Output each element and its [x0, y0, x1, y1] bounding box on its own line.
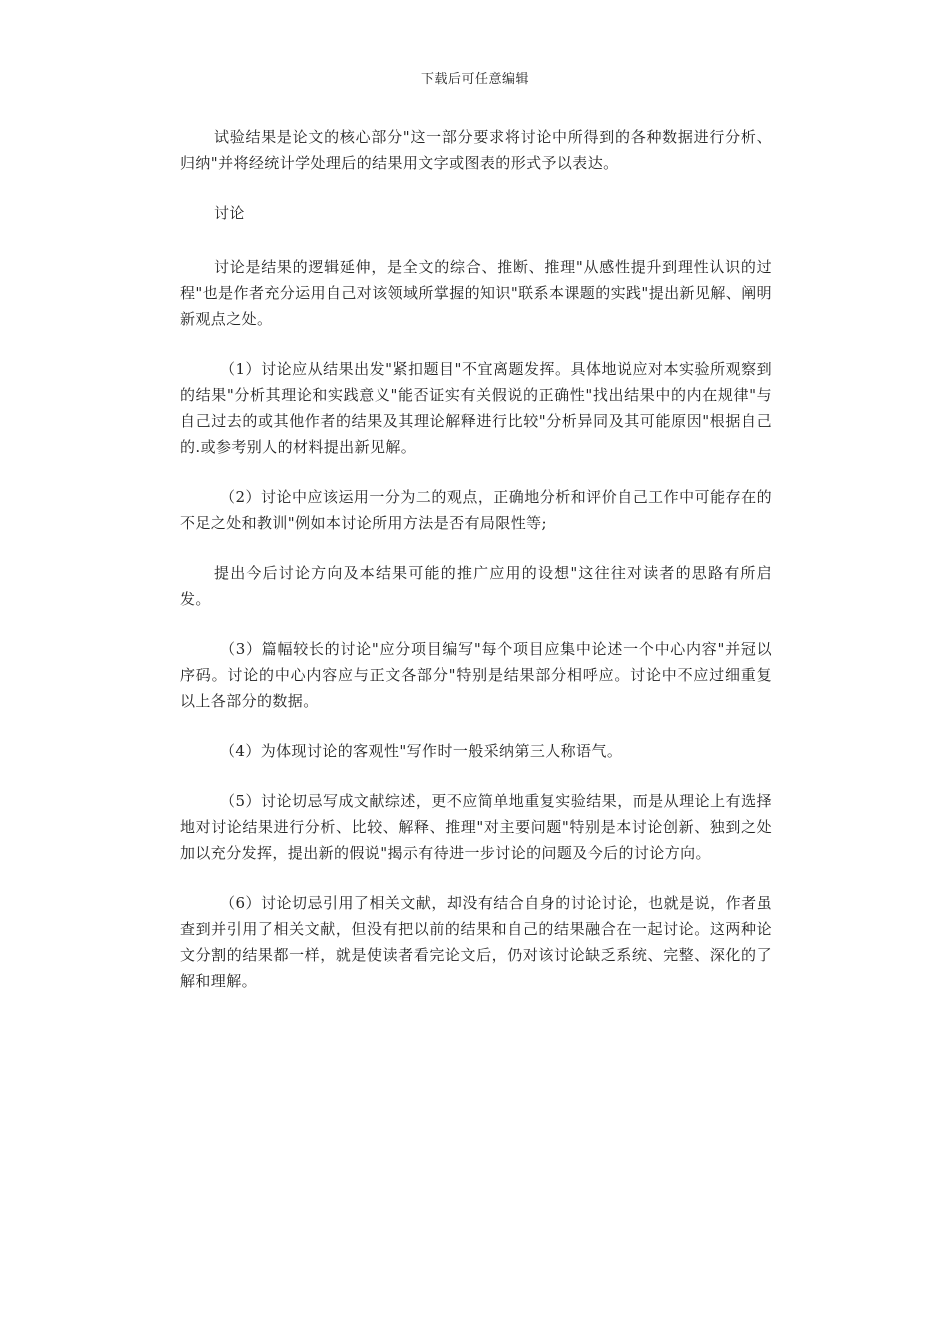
paragraph-item-4: （4）为体现讨论的客观性"写作时一般采纳第三人称语气。: [220, 742, 623, 760]
paragraph-item-1: （1）讨论应从结果出发"紧扣题目"不宜离题发挥。具体地说应对本实验所观察到的结果"分析其理论和实践意义"能否证实有关假说的正确性"找出结果中的内在规律"与自己过去的或其他作者的结果及其理论解释进行比较"分析异同及其可能原因"根据自己的.或参考别人的材料提出新见解。: [180, 360, 772, 456]
paragraph-discussion-intro: 讨论是结果的逻辑延伸，是全文的综合、推断、推理"从感性提升到理性认识的过程"也是作者充分运用自己对该领域所掌握的知识"联系本课题的实践"提出新见解、阐明新观点之处。: [180, 258, 772, 328]
paragraph-item-2-continued: 提出今后讨论方向及本结果可能的推广应用的设想"这往往对读者的思路有所启发。: [180, 564, 772, 608]
page-header: 下载后可任意编辑: [420, 72, 529, 87]
paragraph-item-2: （2）讨论中应该运用一分为二的观点，正确地分析和评价自己工作中可能存在的不足之处和教训"例如本讨论所用方法是否有局限性等;: [180, 488, 772, 532]
paragraph-item-3: （3）篇幅较长的讨论"应分项目编写"每个项目应集中论述一个中心内容"并冠以序码。讨论的中心内容应与正文各部分"特别是结果部分相呼应。讨论中不应过细重复以上各部分的数据。: [180, 640, 772, 710]
document-body: [180, 124, 772, 1018]
section-heading-discussion: 讨论: [214, 204, 245, 222]
paragraph-results: 试验结果是论文的核心部分"这一部分要求将讨论中所得到的各种数据进行分析、归纳"并将经统计学处理后的结果用文字或图表的形式予以表达。: [180, 128, 772, 172]
paragraph-item-5: （5）讨论切忌写成文献综述，更不应简单地重复实验结果，而是从理论上有选择地对讨论结果进行分析、比较、解释、推理"对主要问题"特别是本讨论创新、独到之处加以充分发挥，提出新的假说"揭示有待进一步讨论的问题及今后的讨论方向。: [180, 792, 772, 862]
paragraph-item-6: （6）讨论切忌引用了相关文献，却没有结合自身的讨论讨论，也就是说，作者虽查到并引用了相关文献，但没有把以前的结果和自己的结果融合在一起讨论。这两种论文分割的结果都一样，就是使读者看完论文后，仍对该讨论缺乏系统、完整、深化的了解和理解。: [180, 894, 772, 990]
